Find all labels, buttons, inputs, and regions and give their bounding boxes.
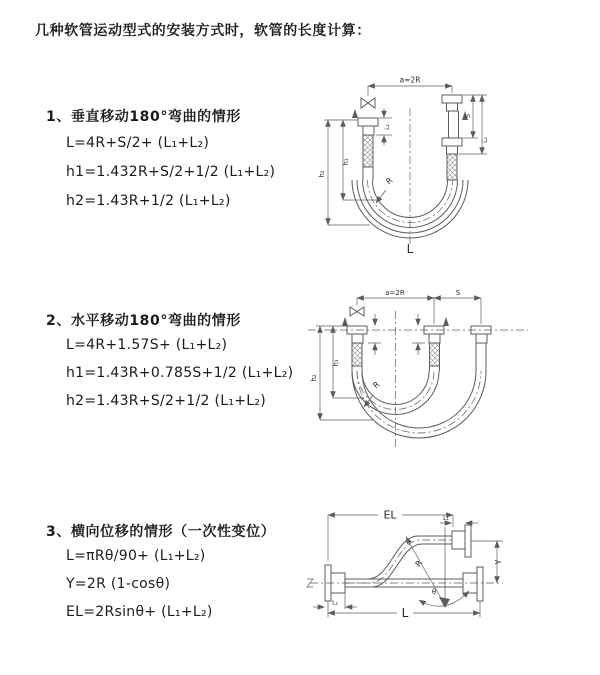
dim-fitting-a <box>368 314 381 355</box>
dim-y <box>471 541 503 583</box>
braided-hose-section <box>447 154 457 180</box>
pipe-c <box>471 326 491 371</box>
angle-theta <box>419 527 469 608</box>
dim-s <box>463 95 487 138</box>
dim-label-r: R <box>384 175 395 187</box>
dim-l <box>328 601 480 620</box>
section-1-formula-L: L=4R+S/2+ (L₁+L₂) <box>66 135 210 151</box>
radius-callout <box>376 176 395 203</box>
section-3-heading: 3、横向位移的情形（一次性变位） <box>46 524 276 540</box>
horizontal-movement-180-bend-diagram <box>300 283 600 468</box>
right-flange-straight <box>463 567 483 601</box>
braided-hose-section <box>352 343 362 366</box>
radius-callout <box>406 537 446 607</box>
dim-l2 <box>459 95 489 154</box>
movement-arrow-up <box>443 317 449 326</box>
dim-l1-left <box>313 593 357 609</box>
dim-label-y: Y <box>494 559 503 565</box>
dim-label-a2r: a=2R <box>399 75 421 85</box>
movement-arrow-up <box>352 109 358 118</box>
section-2-formula-L: L=4R+1.57S+ (L₁+L₂) <box>66 337 228 353</box>
pipe-b <box>424 317 449 371</box>
dim-label-s: S <box>464 113 472 119</box>
section-3-formula-Y: Y=2R (1-cosθ) <box>66 576 171 592</box>
section-1-heading: 1、垂直移动180°弯曲的情形 <box>46 109 241 125</box>
valve-icon <box>361 98 375 108</box>
pipe-a <box>342 317 367 371</box>
dim-label-h1: h₁ <box>342 158 350 166</box>
hose-centerline <box>345 540 452 583</box>
dim-label-h1: h₁ <box>332 359 340 367</box>
vertical-movement-180-bend-diagram <box>300 70 600 270</box>
dim-label-l2: L₂ <box>482 137 489 143</box>
dim-label-a2r: a=2R <box>385 289 405 297</box>
dim-a2r <box>357 289 481 324</box>
dim-label-l1-top: L₁ <box>443 515 449 522</box>
dim-label-l1-left: L₁ <box>332 599 338 607</box>
dim-a2r <box>368 76 452 97</box>
dim-label-r: R <box>371 379 382 391</box>
dim-label-r: R <box>413 558 425 569</box>
dim-label-s: S <box>455 289 461 297</box>
hose-u-bend-shifted <box>352 371 486 438</box>
braided-hose-section <box>363 135 373 167</box>
dim-label-h2: h₂ <box>318 170 326 178</box>
dim-l1-top <box>440 515 478 523</box>
lateral-displacement-diagram <box>300 497 600 667</box>
valve-icon <box>350 307 364 316</box>
section-3-formula-L: L=πRθ/90+ (L₁+L₂) <box>66 548 206 564</box>
right-pipe <box>442 95 468 180</box>
movement-arrow-up <box>342 317 348 326</box>
upper-flange <box>452 525 471 557</box>
dim-fitting-b <box>412 314 425 355</box>
dim-label-h2: h₂ <box>310 374 318 382</box>
section-1-formula-h1: h1=1.432R+S/2+1/2 (L₁+L₂) <box>66 164 276 180</box>
braided-hose-section <box>430 343 440 366</box>
section-1-formula-h2: h2=1.43R+1/2 (L₁+L₂) <box>66 193 231 209</box>
dim-el <box>328 509 453 562</box>
page-title: 几种软管运动型式的安装方式时，软管的长度计算： <box>35 23 371 39</box>
section-2-formula-h2: h2=1.43R+S/2+1/2 (L₁+L₂) <box>66 393 267 409</box>
dim-s <box>434 289 481 298</box>
dim-label-el: EL <box>383 508 397 522</box>
section-2-heading: 2、水平移动180°弯曲的情形 <box>46 313 241 329</box>
section-3-formula-EL: EL=2Rsinθ+ (L₁+L₂) <box>66 604 213 620</box>
dim-label-l-total: L <box>406 242 414 256</box>
dim-h2 <box>318 120 370 225</box>
dim-label-l1: L₁ <box>384 124 391 130</box>
section-2-formula-h1: h1=1.43R+0.785S+1/2 (L₁+L₂) <box>66 365 294 381</box>
dim-label-l-total: L <box>401 606 409 620</box>
dim-label-theta: θ <box>431 588 437 596</box>
